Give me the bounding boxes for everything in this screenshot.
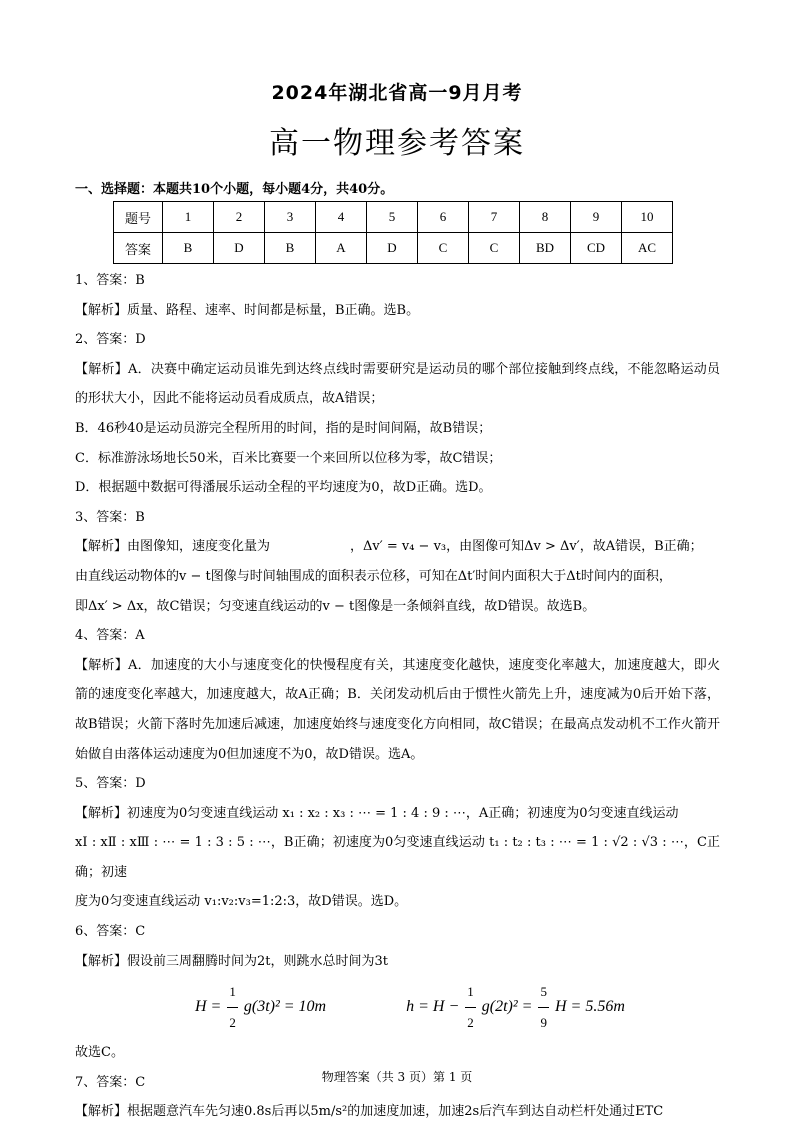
answer-line: 6、答案：C [75,924,146,940]
answer-line: 5、答案：D [75,776,146,792]
table-header-cell: 题号 [114,202,163,233]
formula-text: h = H − [406,997,460,1015]
answer-line: 4、答案：A [75,628,145,644]
answer-table [113,201,673,264]
denominator: 9 [540,1014,547,1030]
fraction [465,977,476,1037]
explanation: 【解析】质量、路程、速率、时间都是标量，B正确。选B。 [75,302,420,318]
answer-line: 1、答案：B [75,273,145,288]
table-cell: 4 [316,202,367,233]
table-cell: AC [622,233,673,264]
table-header-cell: 答案 [114,233,163,264]
formula-text: g(3t)² = 10m [243,997,327,1015]
explanation [75,532,720,562]
numerator: 1 [465,977,476,1008]
table-cell: 1 [163,202,214,233]
table-cell: CD [571,233,622,264]
explanation: 由直线运动物体的v − t图像与时间轴围成的面积表示位移，可知在Δt′时间内面积大于Δt时间内的面积， [75,568,672,584]
explanation: 【解析】A．决赛中确定运动员谁先到达终点线时需要研究是运动员的哪个部位接触到终点线，不能忽略运动员的形状大小，因此不能将运动员看成质点，故A错误； [75,361,720,407]
table-cell: 9 [571,202,622,233]
table-cell: B [163,233,214,264]
explanation: 【解析】假设前三周翻腾时间为2t，则跳水总时间为3t [75,953,388,969]
formula-text: H = [195,997,222,1015]
explanation-text: ，Δv′ = v₄ − v₃，由图像可知Δv > Δv′，故A错误，B正确； [350,539,703,555]
explanation: B．46秒40是运动员游完全程所用的时间，指的是时间间隔，故B错误； [75,420,492,436]
table-cell: 5 [367,202,418,233]
table-cell: D [214,233,265,264]
table-cell: 10 [622,202,673,233]
fraction [227,977,238,1037]
table-cell: B [265,233,316,264]
formula-2 [406,977,625,1037]
table-cell: D [367,233,418,264]
answer-body [75,266,720,1127]
table-cell: C [469,233,520,264]
explanation: D．根据题中数据可得潘展乐运动全程的平均速度为0，故D正确。选D。 [75,480,492,496]
table-cell: 3 [265,202,316,233]
table-cell: BD [520,233,571,264]
table-cell: 2 [214,202,265,233]
explanation: 【解析】初速度为0匀变速直线运动 x₁ : x₂ : x₃ : ⋯ = 1 : 4 : 9 : ⋯，A正确；初速度为0匀变速直线运动 [75,805,679,821]
formula-row [75,976,720,1038]
explanation: xⅠ : xⅡ : xⅢ : ⋯ = 1 : 3 : 5 : ⋯，B正确；初速度为0匀变速直线运动 t₁ : t₂ : t₃ : ⋯ = 1 : √2 : √3 : ⋯，C正确；初速 [75,835,720,880]
page-footer: 物理答案（共 3 页）第 1 页 [321,1070,473,1084]
table-cell: 6 [418,202,469,233]
denominator: 2 [229,1014,236,1030]
exam-title: 2024年湖北省高一9月月考 [271,82,523,104]
explanation: 故选C。 [75,1045,124,1061]
explanation: C．标准游泳场地长50米，百米比赛要一个来回所以位移为零，故C错误； [75,450,502,466]
explanation: 度为0匀变速直线运动 v₁:v₂:v₃=1:2:3，故D错误。选D。 [75,894,408,910]
answer-line: 7、答案：C [75,1074,146,1090]
table-cell: 8 [520,202,571,233]
table-cell: 7 [469,202,520,233]
table-cell: A [316,233,367,264]
table-cell: C [418,233,469,264]
formula-text: g(2t)² = [481,997,533,1015]
table-row [114,202,673,233]
table-row [114,233,673,264]
page-title: 高一物理参考答案 [269,126,525,161]
section-heading: 一、选择题：本题共10个小题，每小题4分，共40分。 [75,182,394,197]
explanation-text: 【解析】由图像知，速度变化量为 [75,539,271,555]
fraction [538,977,549,1037]
answer-line: 2、答案：D [75,332,146,348]
explanation: 【解析】根据题意汽车先匀速0.8s后再以5m/s²的加速度加速，加速2s后汽车到达自动栏杆处通过ETC [75,1104,664,1120]
denominator: 2 [467,1014,474,1030]
numerator: 5 [538,977,549,1008]
explanation: 【解析】A．加速度的大小与速度变化的快慢程度有关，其速度变化越快，速度变化率越大，加速度越大，即火箭的速度变化率越大，加速度越大，故A正确；B．关闭发动机后由于惯性火箭先上升，速度减为0后开始下落，故B错误；火箭下落时先加速后减速，加速度始终与速度变化方向相同，故C错误；在最高点发动机不工作火箭开始做自由落体运动速度为0但加速度不为0，故D错误。选A。 [75,657,720,762]
formula-1 [195,977,326,1037]
formula-text: H = 5.56m [554,997,625,1015]
explanation: 即Δx′ > Δx，故C错误；匀变速直线运动的v − t图像是一条倾斜直线，故D错误。故选B。 [75,598,596,614]
numerator: 1 [227,977,238,1008]
answer-line: 3、答案：B [75,509,145,525]
